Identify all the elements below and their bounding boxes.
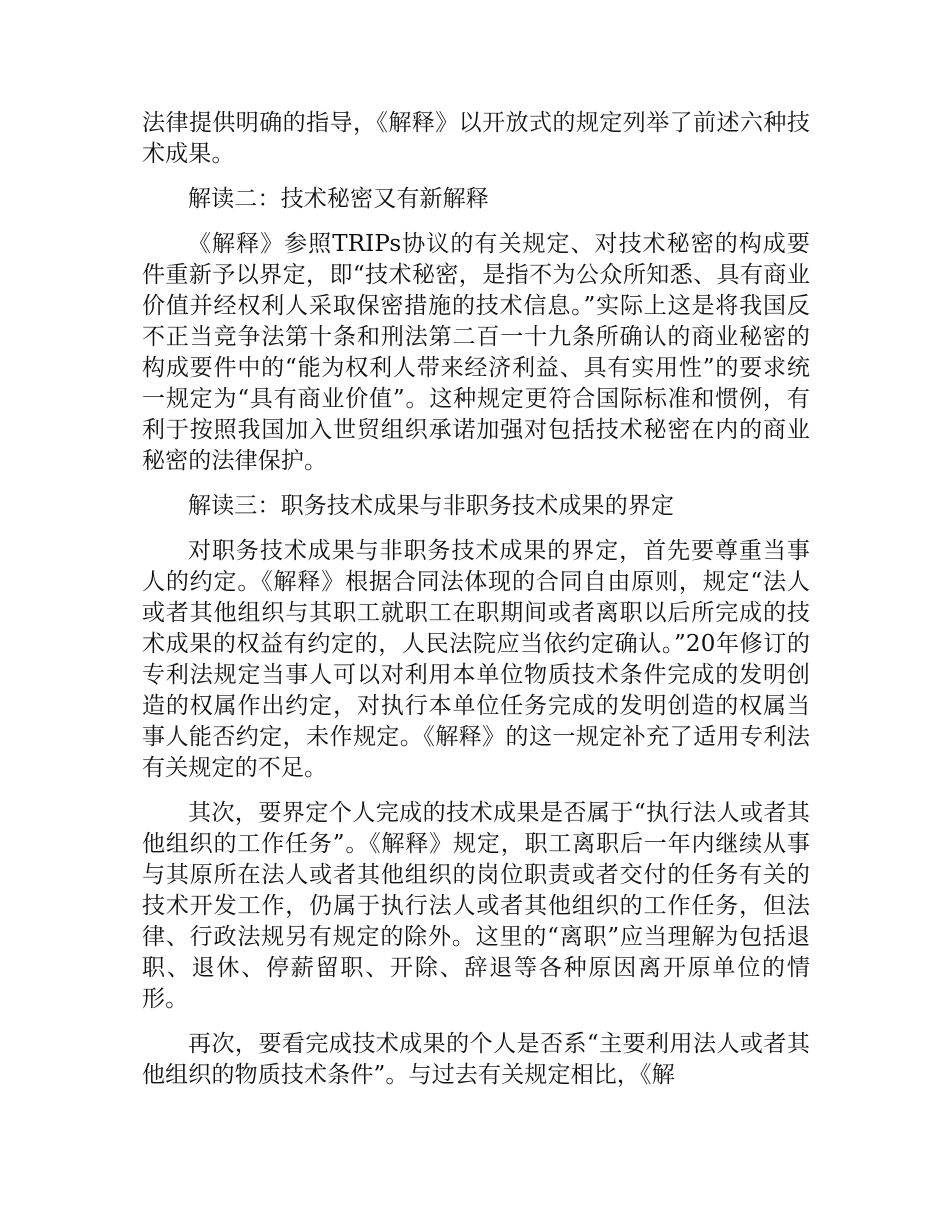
document-page	[142, 108, 810, 1105]
paragraph-technical-secret: 《解释》参照TRIPs协议的有关规定、对技术秘密的构成要件重新予以界定，即“技术秘密，是指不为公众所知悉、具有商业价值并经权利人采取保密措施的技术信息。”实际上这是将我国反不正当竞争法第十条和刑法第二百一十九条所确认的商业秘密的构成要件中的“能为权利人带来经济利益、具有实用性”的要求统一规定为“具有商业价值”。这种规定更符合国际标准和惯例，有利于按照我国加入世贸组织承诺加强对包括技术秘密在内的商业秘密的法律保护。	[142, 231, 810, 474]
section-heading-interpretation-three: 解读三：职务技术成果与非职务技术成果的界定	[188, 493, 675, 519]
paragraph-work-task: 其次，要界定个人完成的技术成果是否属于“执行法人或者其他组织的工作任务”。《解释》规定，职工离职后一年内继续从事与其原所在法人或者其他组织的岗位职责或者交付的任务有关的技术开发工作，仍属于执行法人或者其他组织的工作任务，但法律、行政法规另有规定的除外。这里的“离职”应当理解为包括退职、退休、停薪留职、开除、辞退等各种原因离开原单位的情形。	[142, 800, 810, 1012]
section-heading-interpretation-two: 解读二：技术秘密又有新解释	[188, 186, 489, 212]
paragraph-service-achievement-definition: 对职务技术成果与非职务技术成果的界定，首先要尊重当事人的约定。《解释》根据合同法体现的合同自由原则，规定“法人或者其他组织与其职工就职工在职期间或者离职以后所完成的技术成果的权益有约定的，人民法院应当依约定确认。”20年修订的专利法规定当事人可以对利用本单位物质技术条件完成的发明创造的权属作出约定，对执行本单位任务完成的发明创造的权属当事人能否约定，未作规定。《解释》的这一规定补充了适用专利法有关规定的不足。	[142, 538, 810, 781]
paragraph-material-conditions: 再次，要看完成技术成果的个人是否系“主要利用法人或者其他组织的物质技术条件”。与过去有关规定相比，《解	[142, 1031, 810, 1088]
paragraph-continuation: 法律提供明确的指导，《解释》以开放式的规定列举了前述六种技术成果。	[142, 110, 810, 167]
